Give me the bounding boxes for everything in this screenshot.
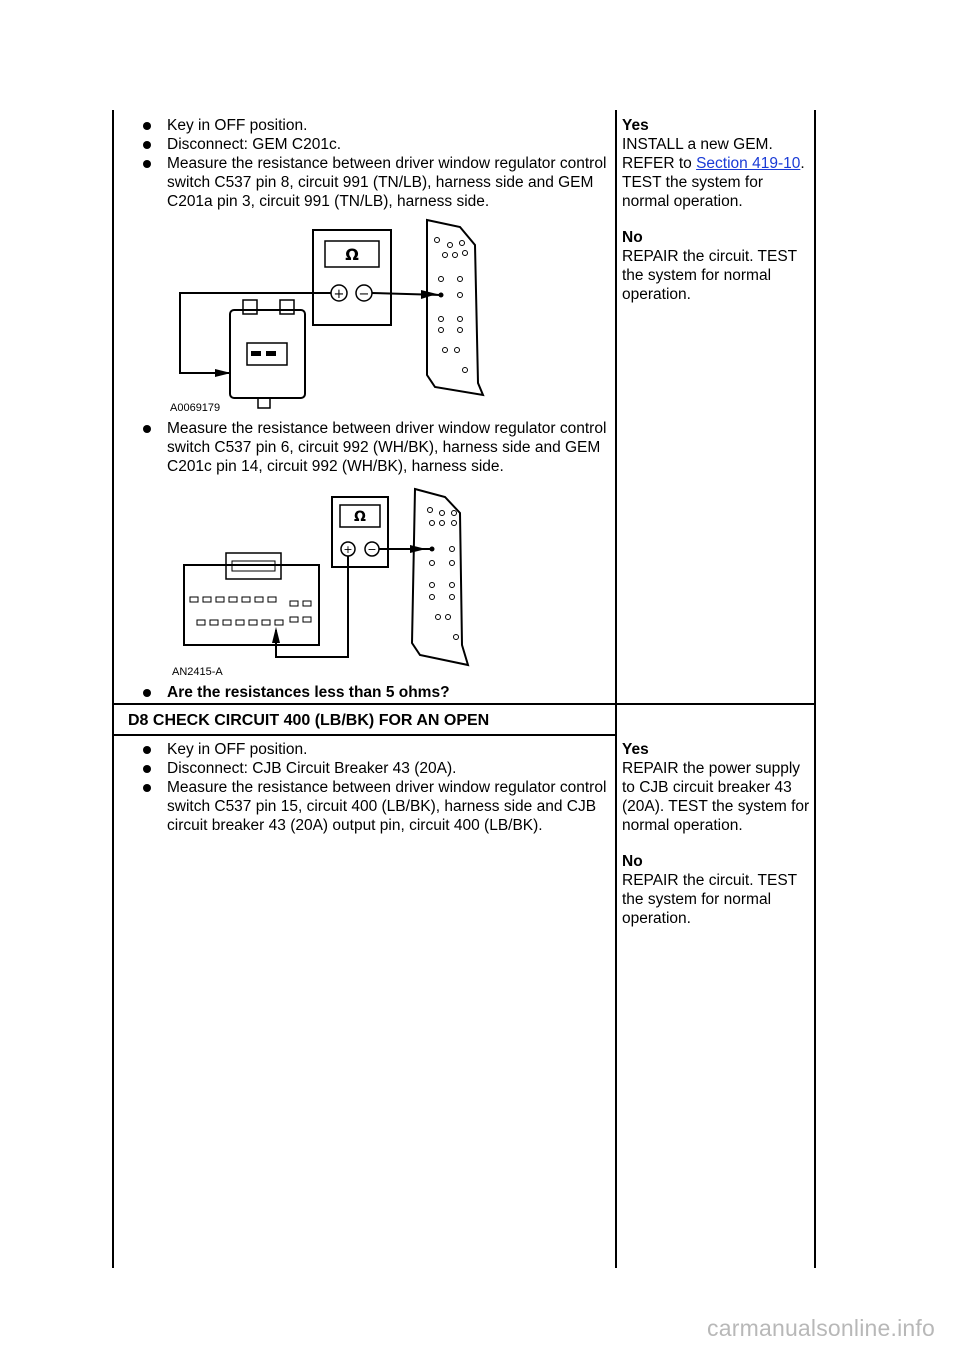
wiring-diagram-1 — [165, 215, 495, 415]
d7-step-1: Key in OFF position. — [124, 116, 610, 135]
d7-question: Are the resistances less than 5 ohms? — [124, 683, 610, 702]
figure-an2415-a — [170, 485, 490, 680]
d8-actions — [124, 740, 610, 835]
ohm-symbol: Ω — [345, 245, 359, 264]
d7-yes-text: INSTALL a new GEM. REFER to Section 419-10. TEST the system for normal operation. — [622, 136, 805, 210]
d7-actions — [124, 116, 610, 211]
switch-connector — [184, 553, 319, 645]
d7-yes-label: Yes — [622, 117, 649, 134]
d8-no-text: REPAIR the circuit. TEST the system for normal operation. — [622, 872, 797, 927]
d8-yes-text: REPAIR the power supply to CJB circuit breaker 43 (20A). TEST the system for normal operation. — [622, 760, 810, 834]
d8-step-1: Key in OFF position. — [124, 740, 610, 759]
switch-connector — [230, 300, 305, 408]
heading-underline — [113, 734, 616, 736]
d8-step-3: Measure the resistance between driver window regulator control switch C537 pin 15, circuit 400 (LB/BK), harness side and CJB circuit breaker 43 (20A) output pin, circuit 400 (LB/BK). — [124, 778, 610, 835]
svg-text:Ω: Ω — [354, 509, 366, 525]
ohmmeter — [332, 497, 388, 567]
wiring-diagram-2 — [170, 485, 490, 680]
section-419-10-link[interactable]: Section 419-10 — [696, 155, 801, 172]
d8-yes-label: Yes — [622, 741, 649, 758]
svg-text:−: − — [367, 543, 377, 556]
figure-1-label: A0069179 — [170, 402, 221, 414]
d7-actions-2 — [124, 419, 610, 476]
ohmmeter — [313, 230, 391, 325]
d7-step-4: Measure the resistance between driver window regulator control switch C537 pin 6, circuit 992 (WH/BK), harness side and GEM C201c pin 14, circuit 992 (WH/BK), harness side. — [124, 419, 610, 476]
gem-connector — [412, 489, 468, 665]
d7-no-label: No — [622, 229, 643, 246]
svg-text:+: + — [333, 287, 345, 302]
watermark: carmanualsonline.info — [707, 1315, 935, 1341]
d8-results — [622, 740, 810, 928]
d7-question-block — [124, 683, 610, 702]
figure-2-label: AN2415-A — [172, 666, 223, 678]
gem-connector — [427, 220, 483, 395]
d8-step-2: Disconnect: CJB Circuit Breaker 43 (20A). — [124, 759, 610, 778]
d8-heading: D8 CHECK CIRCUIT 400 (LB/BK) FOR AN OPEN — [128, 712, 490, 729]
d7-no-text: REPAIR the circuit. TEST the system for normal operation. — [622, 248, 797, 303]
svg-text:−: − — [358, 287, 370, 302]
table-left-border — [112, 110, 114, 1268]
d8-no-label: No — [622, 853, 643, 870]
table-middle-border — [615, 110, 617, 1268]
figure-a0069179 — [165, 215, 495, 415]
row-divider — [113, 703, 816, 705]
test-leads — [180, 290, 441, 377]
svg-text:+: + — [343, 543, 353, 556]
d7-step-3: Measure the resistance between driver window regulator control switch C537 pin 8, circuit 991 (TN/LB), harness side and GEM C201a pin 3, circuit 991 (TN/LB), harness side. — [124, 154, 610, 211]
d7-step-2: Disconnect: GEM C201c. — [124, 135, 610, 154]
d7-results — [622, 116, 810, 304]
table-right-border — [814, 110, 816, 1268]
